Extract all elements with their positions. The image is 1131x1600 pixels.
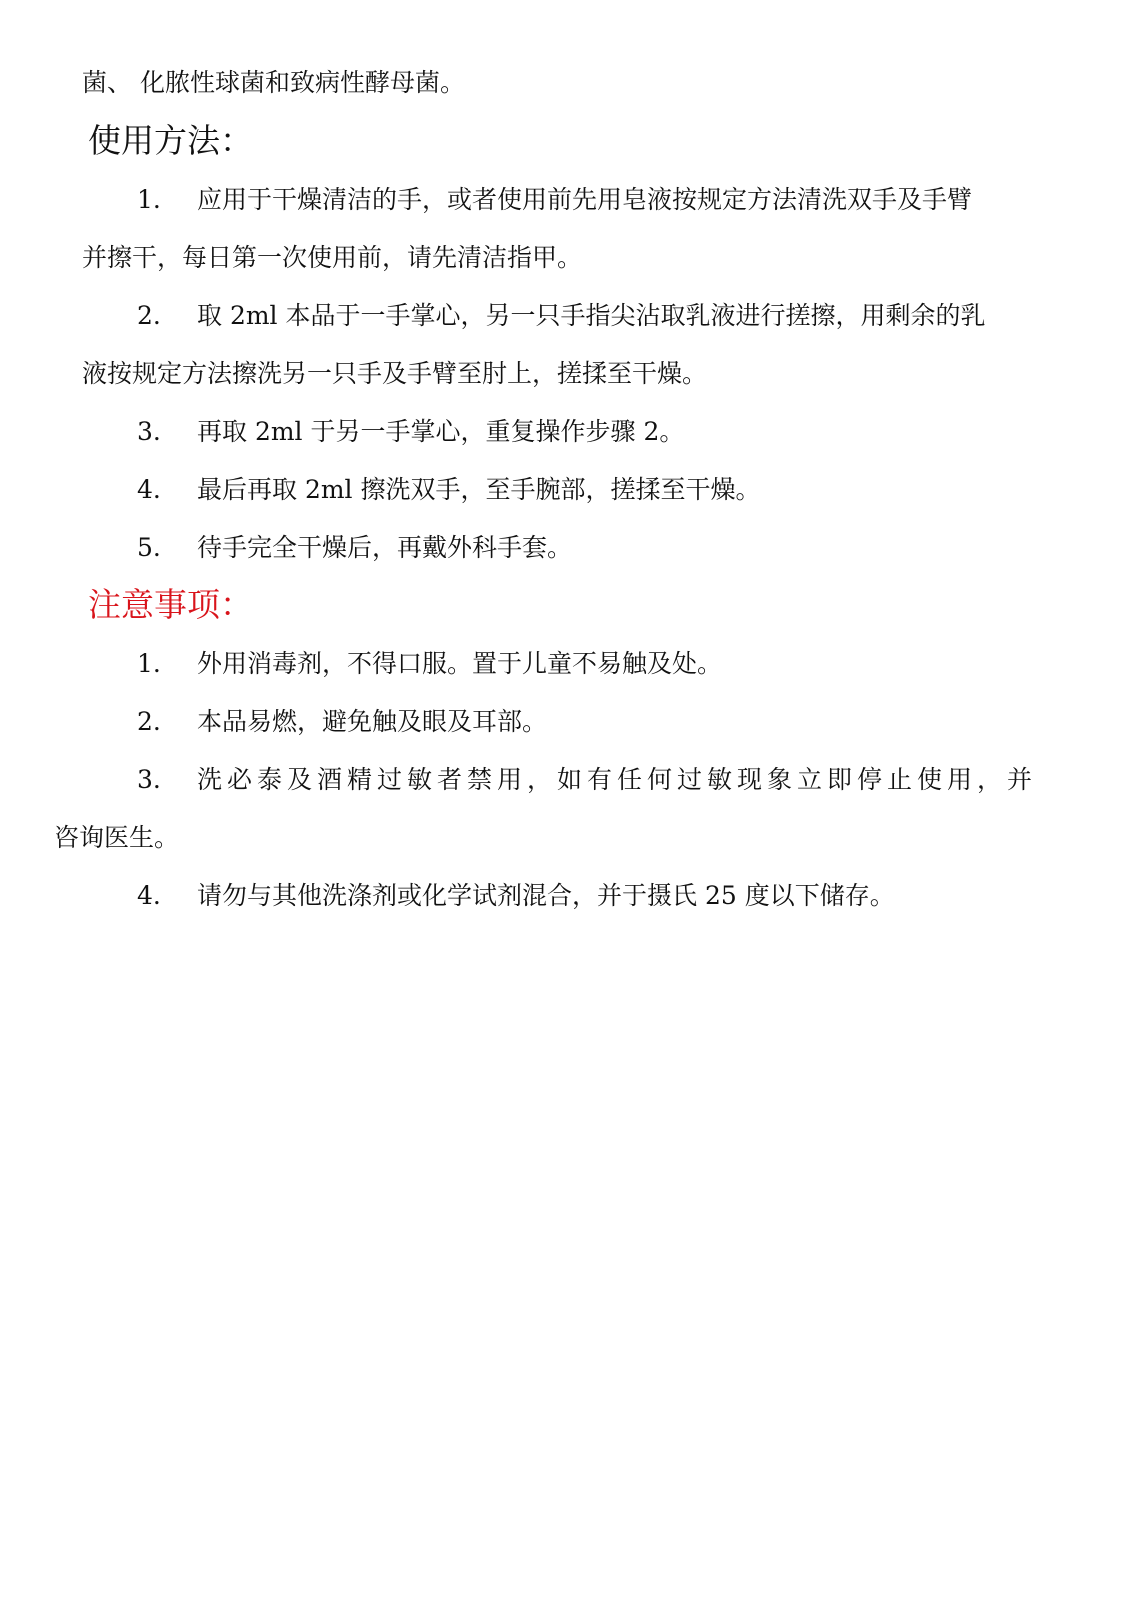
notes-item-1-number: 1.: [137, 649, 161, 678]
usage-item-2-number: 2.: [137, 301, 161, 330]
usage-heading: 使用方法：: [88, 121, 253, 160]
usage-item-4-number: 4.: [137, 475, 161, 504]
usage-item-2-line-2: 液按规定方法擦洗另一只手及手臂至肘上，搓揉至干燥。: [82, 359, 708, 388]
notes-item-2-number: 2.: [137, 707, 161, 736]
notes-item-3-line-1: 洗必泰及酒精过敏者禁用，如有任何过敏现象立即停止使用，并: [197, 765, 1038, 794]
usage-item-1-line-1: 应用于干燥清洁的手，或者使用前先用皂液按规定方法清洗双手及手臂: [197, 185, 973, 214]
usage-item-5-number: 5.: [137, 533, 161, 562]
notes-item-2-line-1: 本品易燃，避免触及眼及耳部。: [197, 707, 548, 736]
usage-item-1-line-2: 并擦干，每日第一次使用前，请先清洁指甲。: [82, 243, 583, 272]
usage-item-1-number: 1.: [137, 185, 161, 214]
notes-item-4-number: 4.: [137, 881, 161, 910]
usage-item-3-line-1: 再取 2ml 于另一手掌心，重复操作步骤 2。: [197, 417, 685, 446]
notes-heading: 注意事项：: [88, 585, 253, 624]
intro-continuation: 菌、 化脓性球菌和致病性酵母菌。: [82, 68, 465, 97]
notes-item-1-line-1: 外用消毒剂，不得口服。置于儿童不易触及处。: [197, 649, 723, 678]
usage-item-2-line-1: 取 2ml 本品于一手掌心，另一只手指尖沾取乳液进行搓擦，用剩余的乳: [197, 301, 986, 330]
usage-item-4-line-1: 最后再取 2ml 擦洗双手，至手腕部，搓揉至干燥。: [197, 475, 761, 504]
notes-item-3-number: 3.: [137, 765, 161, 794]
usage-item-3-number: 3.: [137, 417, 161, 446]
usage-item-5-line-1: 待手完全干燥后，再戴外科手套。: [197, 533, 573, 562]
notes-item-4-line-1: 请勿与其他洗涤剂或化学试剂混合，并于摄氏 25 度以下储存。: [197, 881, 895, 910]
notes-item-3-line-2: 咨询医生。: [54, 823, 180, 852]
